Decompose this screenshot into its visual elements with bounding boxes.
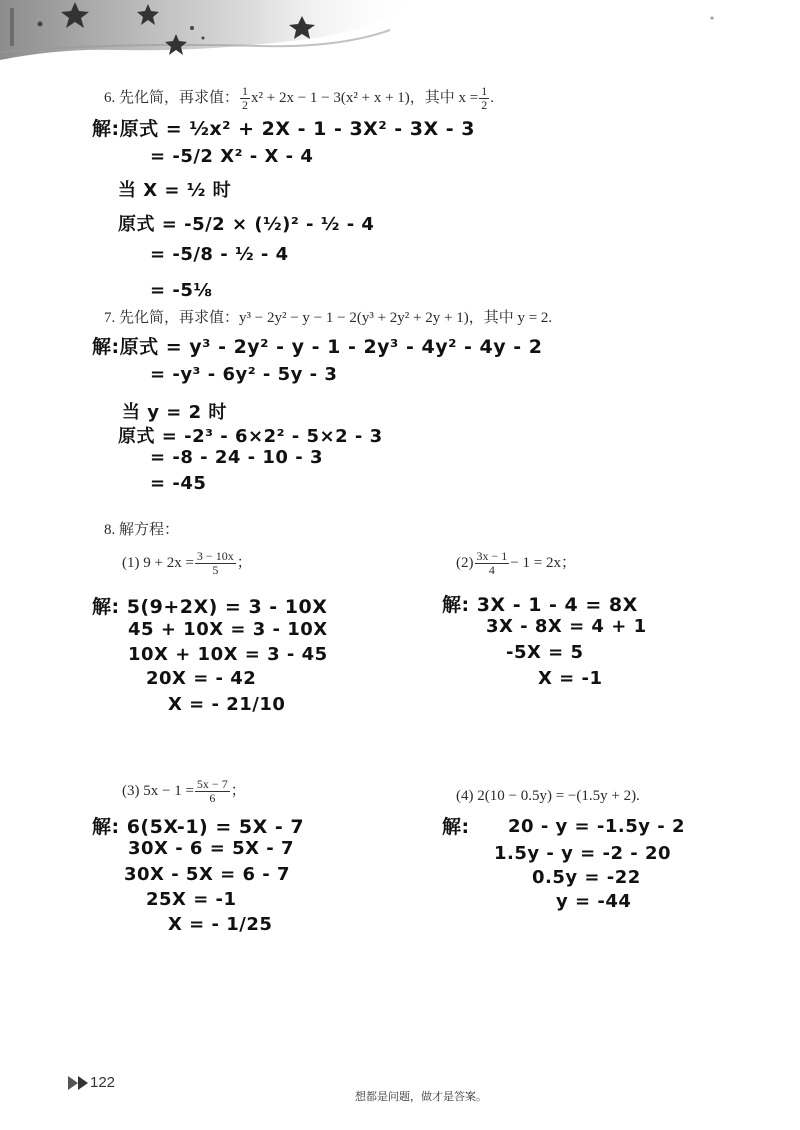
p2-step-1: 解: 3X - 1 - 4 = 8X — [442, 594, 638, 616]
p3-step-4: 25X = -1 — [146, 889, 237, 910]
p4-step-3: 0.5y = -22 — [532, 867, 641, 888]
sol7-line-3: 当 y = 2 时 — [122, 402, 227, 423]
p3-step-5: X = - 1/25 — [168, 914, 273, 935]
question-6-expression: x² + 2x − 1 − 3(x² + x + 1)，其中 x = — [251, 89, 479, 106]
question-6-prompt: 6. 先化简，再求值： — [104, 89, 240, 106]
question-6: 6. 先化简，再求值： $\frac{1}{2}$ x² + 2x − 1 − 3(x² + x + 1)，其中 x = $\frac{1}{2}$ . — [104, 84, 495, 112]
sol7-line-5: = -8 - 24 - 10 - 3 — [150, 447, 323, 468]
p3-step-2: 30X - 6 = 5X - 7 — [128, 838, 295, 859]
header-banner — [0, 0, 800, 70]
question-8-title: 8. 解方程： — [104, 522, 180, 538]
p1-step-2: 45 + 10X = 3 - 10X — [128, 619, 328, 640]
sol7-line-6: = -45 — [150, 473, 207, 494]
page-number-text: 122 — [90, 1074, 116, 1091]
sol7-line-1: 解:原式 = y³ - 2y² - y - 1 - 2y³ - 4y² - 4y - 2 — [92, 336, 543, 358]
double-arrow-icon — [68, 1076, 90, 1090]
p3-step-1: 解: 6(5X-1) = 5X - 7 — [92, 816, 305, 838]
sol6-line-6: = -5⅛ — [150, 280, 213, 301]
p2-step-2: 3X - 8X = 4 + 1 — [486, 616, 647, 637]
sol7-line-4: 原式 = -2³ - 6×2² - 5×2 - 3 — [118, 426, 383, 447]
p1-step-1: 解: 5(9+2X) = 3 - 10X — [92, 596, 328, 618]
p4-step-2: 1.5y - y = -2 - 20 — [494, 843, 672, 864]
p2-step-3: -5X = 5 — [506, 642, 584, 663]
problem-2: (2) $\frac{3x - 1}{4}$ − 1 = 2x； — [456, 549, 576, 577]
p3-step-3: 30X - 5X = 6 - 7 — [124, 864, 291, 885]
p1-step-4: 20X = - 42 — [146, 668, 257, 689]
p4-step-4: y = -44 — [556, 891, 632, 912]
problem-4: (4) 2(10 − 0.5y) = −(1.5y + 2). — [456, 788, 640, 804]
sol6-line-5: = -5/8 - ½ - 4 — [150, 244, 289, 265]
fraction-half: $\frac{1}{2}$ — [242, 84, 249, 112]
sol6-line-2: = -5/2 X² - X - 4 — [150, 146, 314, 167]
question-6-x-value: $\frac{1}{2}$ — [481, 84, 488, 112]
p1-step-3: 10X + 10X = 3 - 45 — [128, 644, 328, 665]
footer-motto: 想都是问题，做才是答案。 — [355, 1090, 487, 1103]
problem-1: (1) 9 + 2x = $\frac{3 - 10x}{5}$ ； — [122, 549, 252, 577]
page-number — [68, 1074, 115, 1091]
problem-3: (3) 5x − 1 = $\frac{5x - 7}{6}$ ； — [122, 777, 246, 805]
p4-step-0: 解: — [442, 816, 470, 838]
sol6-line-3: 当 X = ½ 时 — [118, 180, 232, 201]
sol6-line-1: 解:原式 = ½x² + 2X - 1 - 3X² - 3X - 3 — [92, 118, 475, 140]
p1-step-5: X = - 21/10 — [168, 694, 286, 715]
p2-step-4: X = -1 — [538, 668, 603, 689]
question-7: 7. 先化简，再求值：y³ − 2y² − y − 1 − 2(y³ + 2y² + 2y + 1)，其中 y = 2. — [104, 310, 553, 326]
star-banner-graphic — [0, 0, 800, 70]
sol6-line-4: 原式 = -5/2 × (½)² - ½ - 4 — [118, 214, 375, 235]
sol7-line-2: = -y³ - 6y² - 5y - 3 — [150, 364, 338, 385]
p4-step-1: 20 - y = -1.5y - 2 — [508, 816, 686, 837]
